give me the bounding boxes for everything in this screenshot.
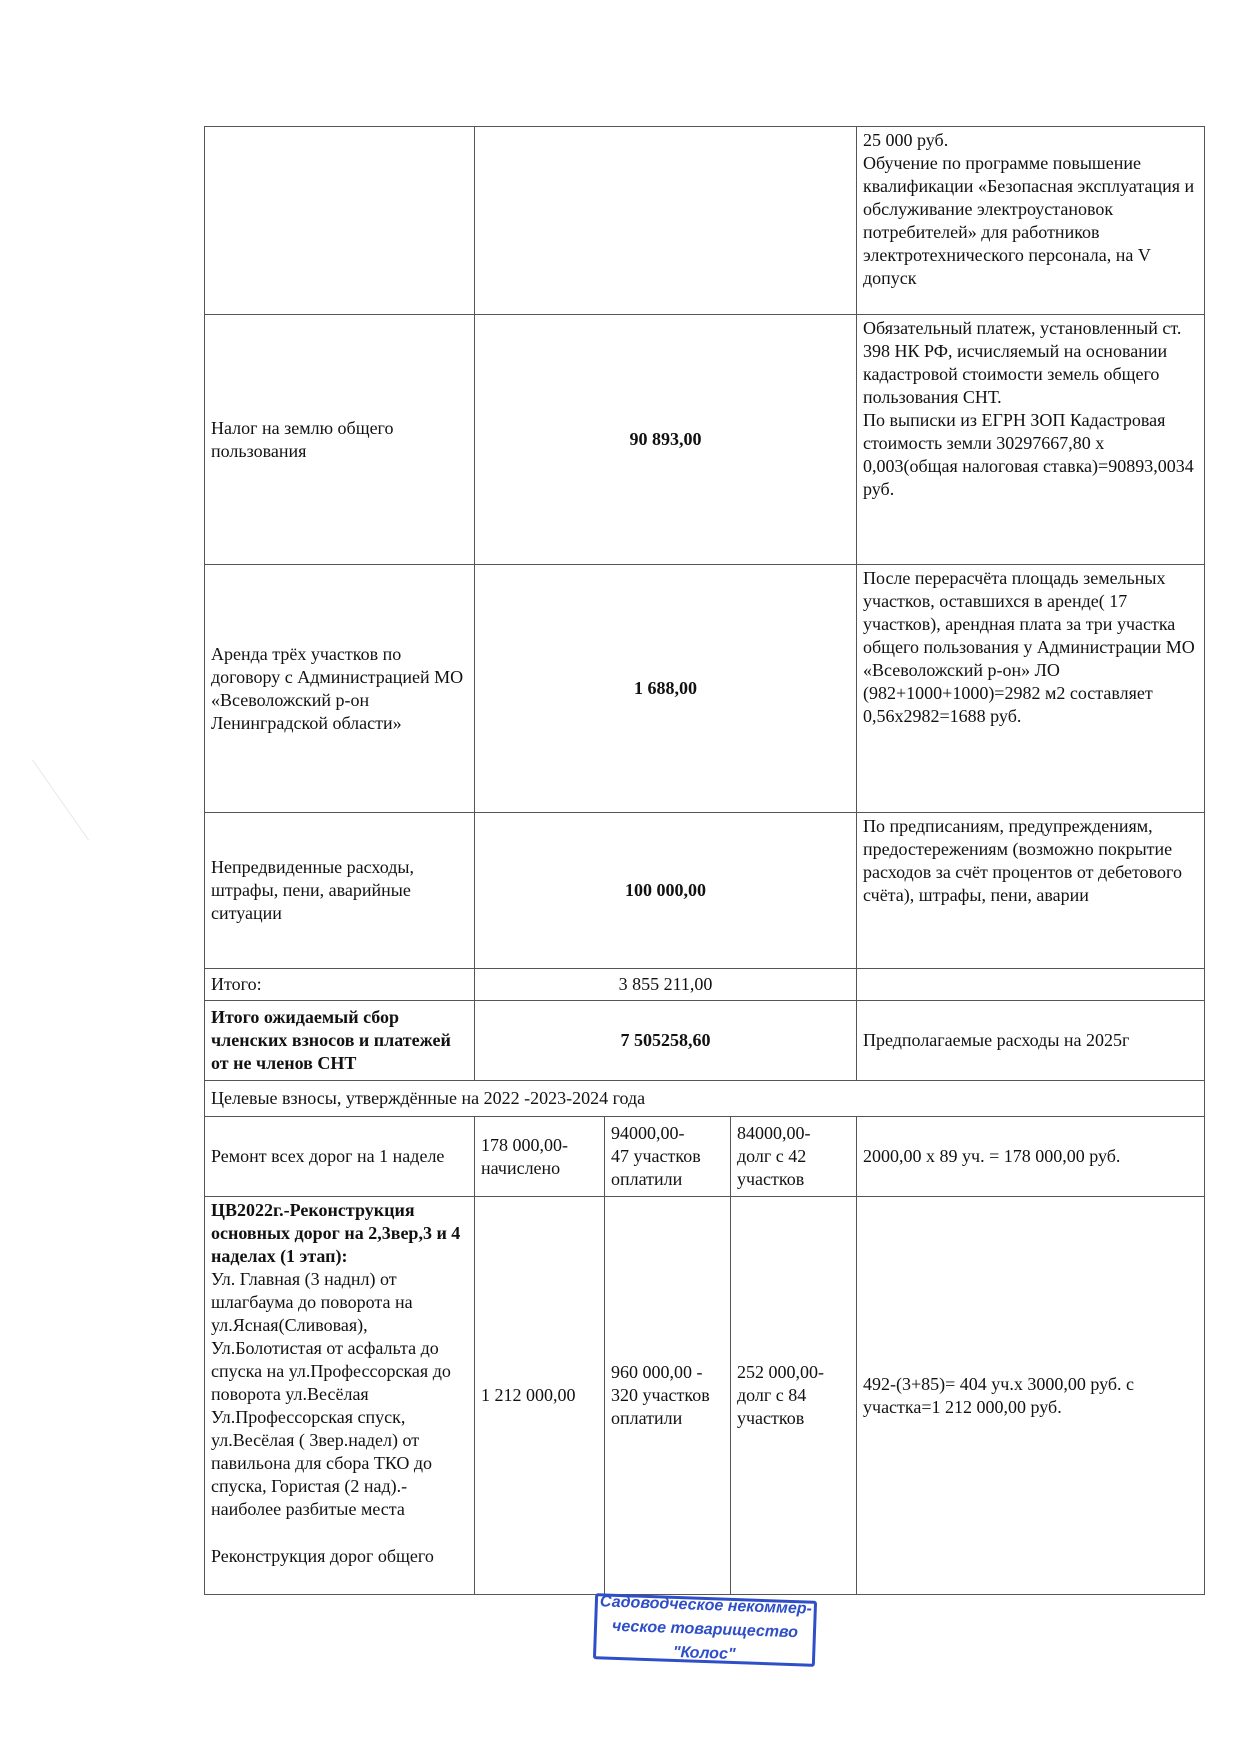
stamp-line-1: Садоводческое некоммер- [599, 1593, 813, 1618]
row-name: Непредвиденные расходы, штрафы, пени, аварийные ситуации [205, 813, 475, 969]
stamp-line-2: ческое товарищество "Колос" [611, 1617, 799, 1664]
row-amount: 100 000,00 [475, 813, 857, 969]
row-calc: 2000,00 х 89 уч. = 178 000,00 руб. [857, 1117, 1205, 1197]
row-name: Ремонт всех дорог на 1 наделе [205, 1117, 475, 1197]
section-title: Целевые взносы, утверждённые на 2022 -2023-2024 года [205, 1081, 1205, 1117]
row-note: После перерасчёта площадь земельных участков, оставшихся в аренде( 17 участков), арендная плата за три участка общего пользования у Администрации МО «Всеволожский р-он» ЛО (982+1000+1000)=2982 м2 составляет 0,56х2982=1688 руб. [857, 565, 1205, 813]
total-label: Итого: [205, 969, 475, 1001]
row-paid: 960 000,00 - 320 участков оплатили [605, 1197, 731, 1595]
section-row [205, 1081, 1205, 1117]
row-name-text: Ул. Главная (3 наднл) от шлагбаума до поворота на ул.Ясная(Сливовая), Ул.Болотистая от асфальта до спуска на ул.Профессорская до поворота ул.Весёлая Ул.Профессорская спуск, ул.Весёлая ( 3вер.надел) от павильона для сбора ТКО до спуска, Гористая (2 над).- наиболее разбитые места [211, 1269, 451, 1519]
total-row [205, 969, 1205, 1001]
row-note: Обязательный платеж, установленный ст. 398 НК РФ, исчисляемый на основании кадастровой стоимости земель общего пользования СНТ. По выписки из ЕГРН ЗОП Кадастровая стоимость земли 30297667,80 х 0,003(общая налоговая ставка)=90893,0034 руб. [857, 315, 1205, 565]
organization-stamp [593, 1593, 817, 1667]
table-row [205, 813, 1205, 969]
row-name-heading: ЦВ2022г.-Реконструкция основных дорог на 2,3вер,3 и 4 наделах (1 этап): [211, 1200, 461, 1266]
row-name-block [205, 1197, 475, 1595]
row-note: По предписаниям, предупреждениям, предостережениям (возможно покрытие расходов за счёт процентов от дебетового счёта), штрафы, пени, аварии [857, 813, 1205, 969]
expected-label: Итого ожидаемый сбор членских взносов и платежей от не членов СНТ [205, 1001, 475, 1081]
expected-note: Предполагаемые расходы на 2025г [857, 1001, 1205, 1081]
row-name-cell [205, 127, 475, 315]
row-name: Налог на землю общего пользования [205, 315, 475, 565]
row-name: Аренда трёх участков по договору с Администрацией МО «Всеволожский р-он Ленинградской области» [205, 565, 475, 813]
row-amount-cell [475, 127, 857, 315]
row-charged: 1 212 000,00 [475, 1197, 605, 1595]
table-row [205, 1117, 1205, 1197]
row-debt: 84000,00- долг с 42 участков [731, 1117, 857, 1197]
table-row [205, 315, 1205, 565]
total-amount: 3 855 211,00 [475, 969, 857, 1001]
table-row [205, 1197, 1205, 1595]
total-note-cell [857, 969, 1205, 1001]
row-amount: 90 893,00 [475, 315, 857, 565]
expected-amount: 7 505258,60 [475, 1001, 857, 1081]
row-debt: 252 000,00- долг с 84 участков [731, 1197, 857, 1595]
table-row [205, 565, 1205, 813]
row-charged: 178 000,00- начислено [475, 1117, 605, 1197]
row-name-tail: Реконструкция дорог общего [211, 1546, 434, 1566]
row-note: 25 000 руб. Обучение по программе повышение квалификации «Безопасная эксплуатация и обслуживание электроустановок потребителей» для работников электротехнического персонала, на V допуск [857, 127, 1205, 315]
row-paid: 94000,00- 47 участков оплатили [605, 1117, 731, 1197]
expected-row [205, 1001, 1205, 1081]
budget-table [204, 126, 1205, 1595]
row-amount: 1 688,00 [475, 565, 857, 813]
row-calc: 492-(3+85)= 404 уч.х 3000,00 руб. с участка=1 212 000,00 руб. [857, 1197, 1205, 1595]
scan-edge-mark [0, 760, 89, 840]
table-row [205, 127, 1205, 315]
